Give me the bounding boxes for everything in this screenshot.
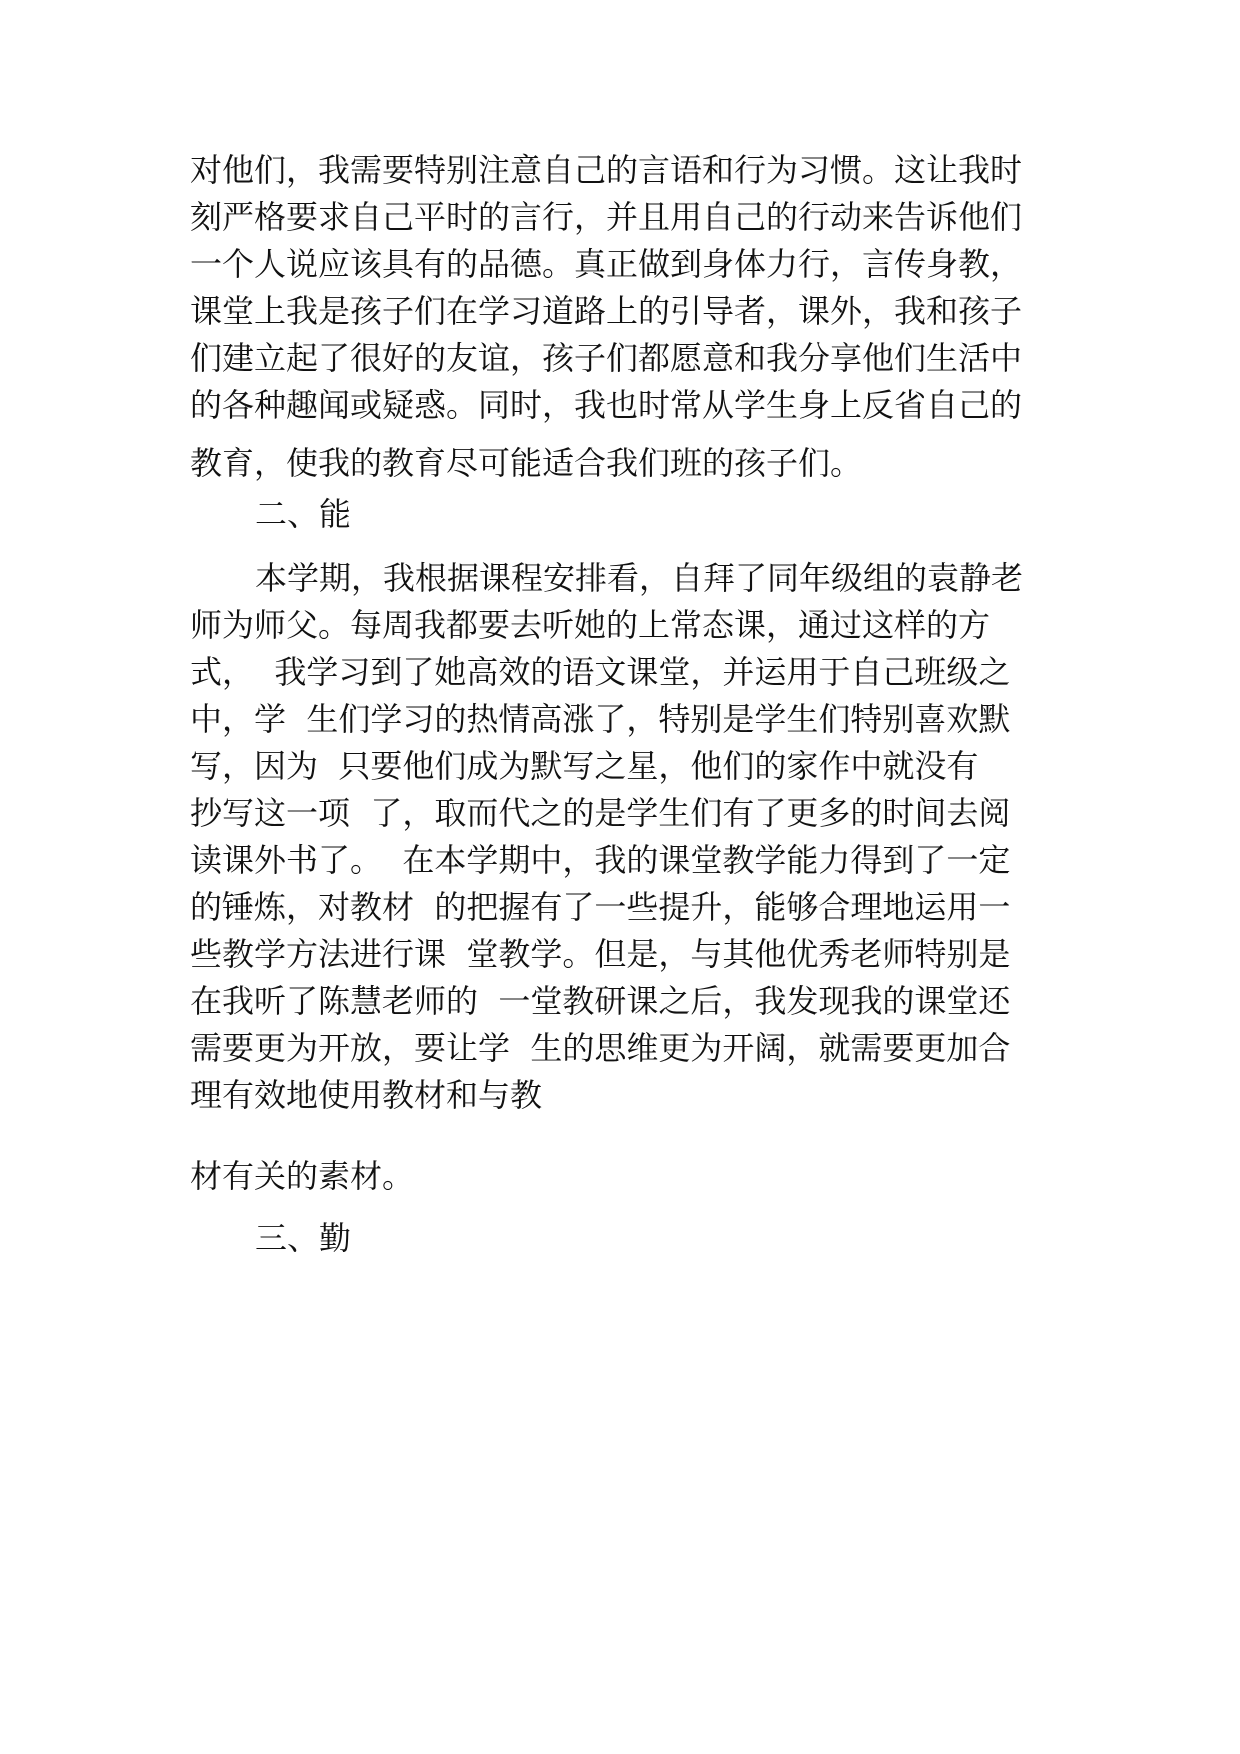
paragraph-line: 读课外书了。 在本学期中，我的课堂教学能力得到了一定: [190, 841, 1011, 879]
paragraph-line: 教育，使我的教育尽可能适合我们班的孩子们。: [190, 444, 863, 482]
paragraph-line: 材有关的素材。: [190, 1157, 415, 1195]
paragraph-line: 的锤炼，对教材 的把握有了一些提升，能够合理地运用一: [190, 888, 1011, 926]
paragraph-line: 课堂上我是孩子们在学习道路上的引导者，课外，我和孩子: [190, 292, 1023, 330]
paragraph-line: 在我听了陈慧老师的 一堂教研课之后，我发现我的课堂还: [190, 982, 1011, 1020]
section-heading: 三、勤: [255, 1219, 352, 1257]
paragraph-line: 抄写这一项 了，取而代之的是学生们有了更多的时间去阅: [190, 794, 1011, 832]
paragraph-line: 中，学 生们学习的热情高涨了，特别是学生们特别喜欢默: [190, 700, 1011, 738]
paragraph-line: 些教学方法进行课 堂教学。但是，与其他优秀老师特别是: [190, 935, 1011, 973]
paragraph-line: 师为师父。每周我都要去听她的上常态课，通过这样的方: [190, 606, 991, 644]
paragraph-line: 写，因为 只要他们成为默写之星，他们的家作中就没有: [190, 747, 979, 785]
paragraph-line: 一个人说应该具有的品德。真正做到身体力行，言传身教，: [190, 245, 1023, 283]
paragraph-line: 理有效地使用教材和与教: [190, 1076, 543, 1114]
paragraph-line: 对他们，我需要特别注意自己的言语和行为习惯。这让我时: [190, 151, 1023, 189]
paragraph-line: 本学期，我根据课程安排看，自拜了同年级组的袁静老: [255, 559, 1024, 597]
paragraph-line: 需要更为开放，要让学 生的思维更为开阔，就需要更加合: [190, 1029, 1011, 1067]
section-heading: 二、能: [255, 495, 352, 533]
paragraph-line: 刻严格要求自己平时的言行，并且用自己的行动来告诉他们: [190, 198, 1023, 236]
paragraph-line: 们建立起了很好的友谊，孩子们都愿意和我分享他们生活中: [190, 339, 1023, 377]
paragraph-line: 式， 我学习到了她高效的语文课堂，并运用于自己班级之: [190, 653, 1011, 691]
paragraph-line: 的各种趣闻或疑惑。同时，我也时常从学生身上反省自己的: [190, 386, 1023, 424]
